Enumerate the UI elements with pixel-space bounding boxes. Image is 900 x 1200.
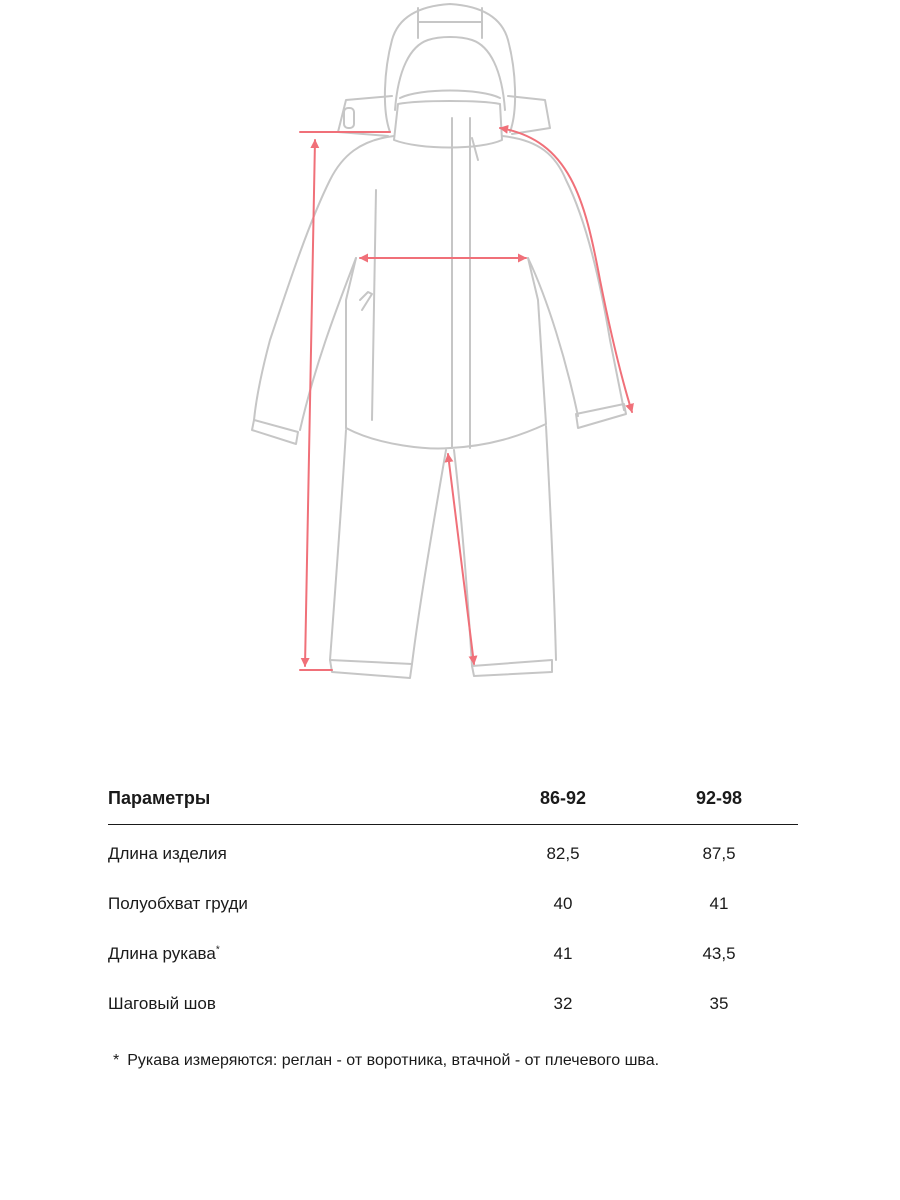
table-row — [108, 829, 798, 879]
table-row — [108, 979, 798, 1029]
row-value: 40 — [553, 894, 573, 913]
row-value: 32 — [553, 994, 573, 1013]
row-value: 41 — [553, 944, 573, 963]
jumpsuit-outline — [252, 4, 626, 678]
row-value: 87,5 — [702, 844, 736, 863]
row-value: 82,5 — [546, 844, 580, 863]
footnote — [113, 1052, 659, 1070]
row-param: Длина изделия — [108, 844, 227, 863]
param-column-header: Параметры — [108, 788, 211, 808]
row-value: 41 — [709, 894, 729, 913]
table-header — [108, 780, 798, 825]
size-column-header: 86-92 — [539, 788, 587, 808]
table-row — [108, 929, 798, 979]
footnote-marker: * — [215, 944, 220, 956]
row-param: Шаговый шов — [108, 994, 216, 1013]
row-param: Длина рукава* — [108, 944, 220, 963]
size-column-header: 92-98 — [695, 788, 743, 808]
table-row — [108, 879, 798, 929]
footnote-text: Рукава измеряются: реглан - от воротника, втачной - от плечевого шва. — [127, 1052, 660, 1069]
row-param: Полуобхват груди — [108, 894, 248, 913]
size-table — [108, 780, 798, 1029]
inseam-arrow — [448, 454, 474, 664]
row-value: 43,5 — [702, 944, 736, 963]
row-value: 35 — [709, 994, 729, 1013]
footnote-marker: * — [113, 1052, 120, 1069]
